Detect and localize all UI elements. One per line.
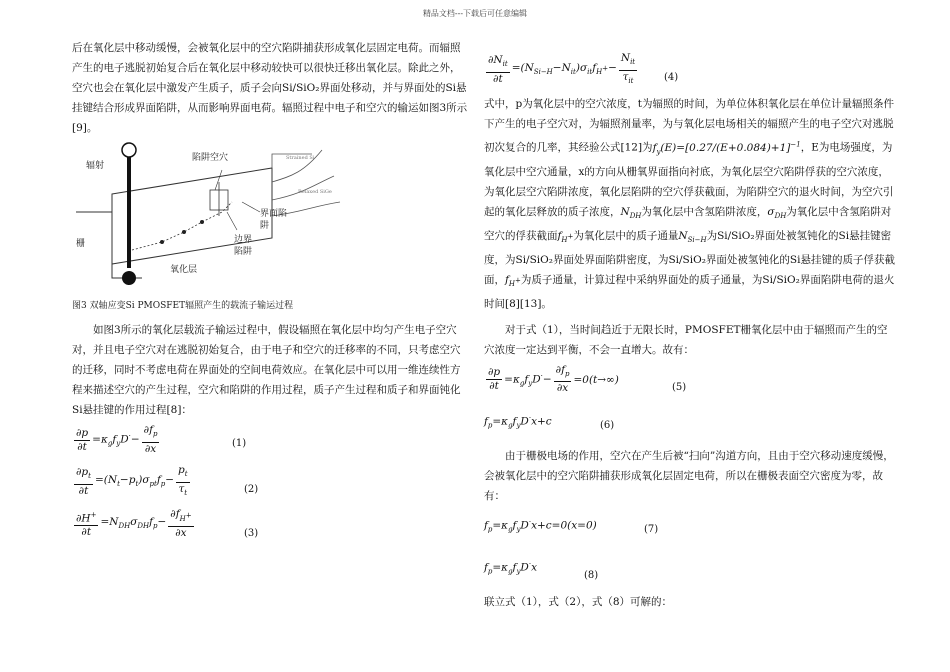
right-column xyxy=(484,50,896,612)
paragraph: 联立式（1），式（2），式（8）可解的： xyxy=(484,595,673,608)
equation-1: $\frac{\partial p}{\partial t}$ $=\kappa_gf_yD^\cdot-$ $\frac{\partial f_p}{\partial x}$ (1) xyxy=(76,424,247,455)
equation-3: $\frac{\partial H^+}{\partial t}$ $=N_{DH}\sigma_{DH}f_p-$ $\frac{\partial f_{H^+}}{\partial x}$ (3) xyxy=(72,506,470,542)
figure-caption: 图3 双轴应变Si PMOSFET辐照产生的载流子输运过程 xyxy=(72,301,294,311)
figure-3 xyxy=(72,142,372,292)
label-strained-si: Strained Si xyxy=(286,155,315,161)
paragraph: 式中，p为氧化层中的空穴浓度，t为辐照的时间，为单位体积氧化层在单位计量辐照条件下产生的电子空穴对，为辐照剂量率，为与氧化层电场相关的辐照产生的电子空穴对逃脱初次复合的几率，其经验公式[12]为$f_y(E)=[0.27/(E+0.084)+1]^{-1}$，E为电场强度，为氧化层中空穴通量，x的方向从栅氧界面指向衬底，为氧化层空穴陷阱俘获的空穴浓度，为氧化层空穴陷阱浓度，氧化层陷阱的空穴俘获截面，为陷阱空穴的退火时间，为空穴引起的氧化层释放的质子浓度，$N_{DH}$为氧化层中含氢陷阱浓度，$\sigma_{DH}$为氧化层中含氢陷阱对空穴的俘获截面$f_{H^+}$为氧化层中的质子通量$N_{Si-H}$为Si/SiO₂界面处被氢钝化的Si悬挂键密度，为Si/SiO₂界面处界面陷阱密度，为Si/SiO₂界面处被氢钝化的Si悬挂键的质子俘获截面，$f_{H^+}$为质子通量，计算过程中采纳界面处的质子通量，为Si/SiO₂界面陷阱电荷的退火时间[8][13]。 xyxy=(484,98,895,310)
label-interface-trap: 界面陷阱 xyxy=(260,209,288,231)
equation-number: (2) xyxy=(244,484,259,495)
paragraph: 如图3所示的氧化层载流子输运过程中，假设辐照在氧化层中均匀产生电子空穴对，并且电子空穴对在逃脱初始复合，由于电子和空穴的迁移率的不同，只考虑空穴的迁移，同时不考虑电荷在界面处的空间电荷效应。在氧化层中可以用一维连续性方程来描述空穴的产生过程，空穴和陷阱的作用过程，质子产生过程和质子和界面钝化Si悬挂键的作用过程[8]： xyxy=(72,324,461,416)
equation-number: (8) xyxy=(584,569,599,581)
paragraph: 由于栅极电场的作用，空穴在产生后被“扫向”沟道方向，且由于空穴移动速度缓慢，会被氧化层中的空穴陷阱捕获形成氧化层固定电荷，所以在栅极表面空穴密度为零，故有： xyxy=(484,449,894,502)
label-radiation: 辐射 xyxy=(86,161,105,171)
label-oxide: 氧化层 xyxy=(170,265,198,275)
label-trap-hole: 陷阱空穴 xyxy=(192,153,229,163)
label-gate: 栅 xyxy=(76,239,86,249)
label-relaxed-sige: Relaxed SiGe xyxy=(298,189,332,195)
text-span: 为氧化层中含氢陷阱浓度， xyxy=(641,205,768,218)
label-boundary-trap: 边界陷阱 xyxy=(234,235,253,257)
equation-7: $f_p=\kappa_gf_yD^\cdot x+c=0(x=0)$ (7) xyxy=(484,508,896,544)
text-span: 为氧化层中含氢陷阱对空穴的俘获截面 xyxy=(484,205,892,242)
equation-2: $\frac{\partial p_t}{\partial t}$ $=(N_t-p_t)\sigma_{pt}f_p-$ $\frac{p_t}{\tau_t}$ (2) xyxy=(72,464,470,500)
equation-5: $\frac{\partial p}{\partial t}$ $=\kappa_gf_yD^\cdot-$ $\frac{\partial f_p}{\partial x}$ =0(t→∞) (5) xyxy=(484,362,896,398)
text-span: 式中，p为氧化层中的空穴浓度，t为辐照的时间，为单位体积氧化层在单位计量辐照条件下产生的电子空穴对，为辐照剂量率，为与氧化层电场相关的辐照产生的电子空穴对逃脱初次复合的几率，其经验公式[12]为 xyxy=(484,98,894,154)
left-column xyxy=(72,38,470,548)
equation-8: $f_p=\kappa_gf_yD^\cdot x$ (8) xyxy=(484,550,896,586)
equation-4: $\frac{\partial N_{it}}{\partial t}$ $=(N_{Si-H}-N_{it})\sigma_{it}f_{H^+}-$ $\frac{N_{it}}{\tau_{it}}$ (4) xyxy=(484,52,896,88)
equation-number: (1) xyxy=(232,438,247,449)
equation-6: $f_p=\kappa_gf_yD^\cdot x+c$ (6) xyxy=(484,404,896,440)
page-header: 精品文档---下载后可任意编辑 xyxy=(422,9,528,18)
paragraph: 后在氧化层中移动缓慢，会被氧化层中的空穴陷阱捕获形成氧化层固定电荷。而辐照产生的电子逃脱初始复合后在氧化层中移动较快可以很快迁移出氧化层。除此之外，空穴也会在氧化层中激发产生质子，质子会向Si/SiO₂界面处移动，并与界面处的Si悬挂键结合形成界面陷阱，从而影响界面电荷。辐照过程中电子和空穴的输运如图3所示[9]。 xyxy=(72,42,468,134)
text-span: ，E为电场强度，为氧化层中空穴通量，x的方向从栅氧界面指向衬底，为氧化层空穴陷阱俘获的空穴浓度，为氧化层空穴陷阱浓度，氧化层陷阱的空穴俘获截面，为陷阱空穴的退火时间，为空穴引起的氧化层释放的质子浓度， xyxy=(484,141,894,218)
equation-number: (7) xyxy=(644,523,659,535)
text-span: 为Si/SiO₂界面处被氢钝化的Si悬挂键密度，为Si/SiO₂界面处界面陷阱密度，为Si/SiO₂界面处被氢钝化的Si悬挂键的质子俘获截面， xyxy=(484,229,895,286)
text-span: 为氧化层中的质子通量 xyxy=(573,229,679,242)
equation-number: (5) xyxy=(672,381,687,393)
equation-number: (4) xyxy=(664,72,679,83)
equation-number: (6) xyxy=(600,419,615,431)
equation-number: (3) xyxy=(244,528,259,539)
paragraph: 对于式（1），当时间趋近于无限长时，PMOSFET栅氧化层中由于辐照而产生的空穴浓度一定达到平衡，不会一直增大。故有： xyxy=(484,323,888,356)
text-span: 为质子通量，计算过程中采纳界面处的质子通量，为Si/SiO₂界面陷阱电荷的退火时间[8][13]。 xyxy=(484,273,895,310)
